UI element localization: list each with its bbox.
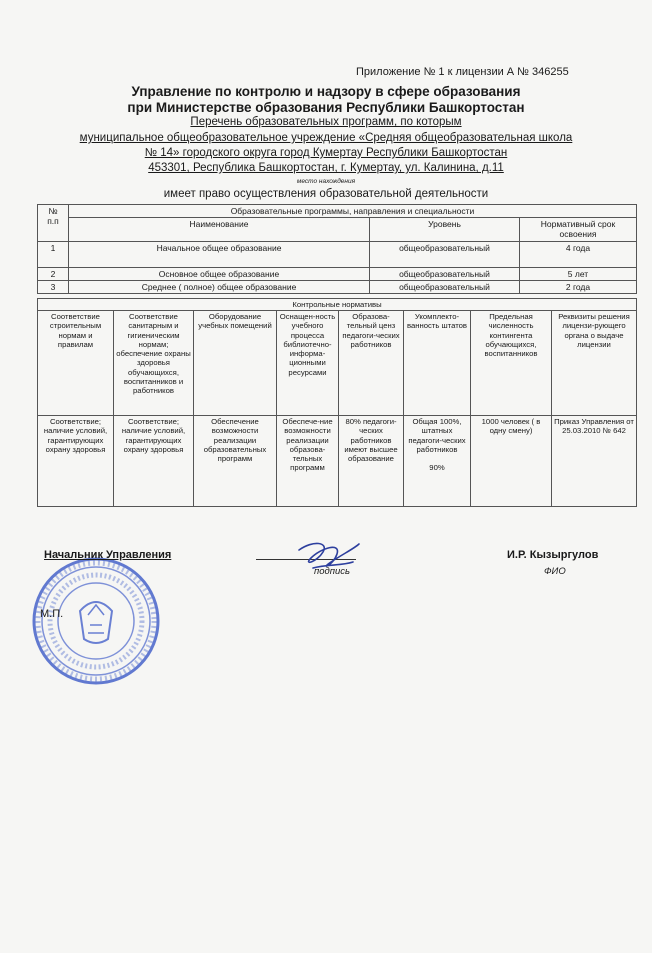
norm-header: Соответствие строительным нормам и правилам: [38, 311, 114, 416]
signer-name: И.Р. Кызыргулов: [507, 549, 599, 561]
norm-header: Оснащен-ность учебного процесса библиотечно-информа-ционными ресурсами: [277, 311, 339, 416]
col-number-header: № п.п: [38, 205, 69, 242]
organization-line2: № 14» городского округа город Кумертау Республики Башкортостан: [144, 147, 508, 159]
list-title: Перечень образовательных программ, по которым: [190, 116, 462, 128]
norms-title: Контрольные нормативы: [38, 299, 637, 311]
table-cell: общеобразовательный: [370, 267, 520, 280]
norm-header: Предельная численность контингента обучающихся, воспитанников: [471, 311, 552, 416]
norm-value: Обеспечение возможности реализации образовательных программ: [194, 416, 277, 507]
norm-header: Укомплекто-ванность штатов: [404, 311, 471, 416]
table-cell: 3: [38, 280, 69, 293]
col-name-header: Наименование: [69, 218, 370, 241]
name-caption: ФИО: [544, 566, 566, 577]
authority-title-line1: Управление по контролю и надзору в сфере образования: [131, 84, 521, 99]
organization-address: 453301, Республика Башкортостан, г. Кумертау, ул. Калинина, д.11: [148, 162, 504, 174]
norm-value: 1000 человек ( в одну смену): [471, 416, 552, 507]
programs-table: [37, 204, 637, 294]
programs-group-header: Образовательные программы, направления и специальности: [69, 205, 637, 218]
table-cell: Начальное общее образование: [69, 241, 370, 267]
location-note: место нахождения: [296, 178, 356, 185]
right-statement: имеет право осуществления образовательной деятельности: [163, 188, 489, 200]
norm-header: Образова-тельный ценз педагоги-ческих работников: [339, 311, 404, 416]
stamp-label: М.П.: [40, 608, 64, 620]
annex-reference: Приложение № 1 к лицензии А № 346255: [356, 66, 569, 78]
norm-value: Соответствие; наличие условий, гарантирующих охрану здоровья: [38, 416, 114, 507]
table-cell: 2 года: [520, 280, 637, 293]
table-cell: Основное общее образование: [69, 267, 370, 280]
authority-title-line2: при Министерстве образования Республики Башкортостан: [127, 100, 525, 115]
organization-line1: муниципальное общеобразовательное учреждение «Средняя общеобразовательная школа: [79, 132, 573, 144]
norm-value: Соответствие; наличие условий, гарантирующих охрану здоровья: [114, 416, 194, 507]
norm-value: 80% педагоги-ческих работников имеют высшее образование: [339, 416, 404, 507]
control-norms-table: [37, 298, 637, 507]
table-cell: 5 лет: [520, 267, 637, 280]
table-cell: 4 года: [520, 241, 637, 267]
table-cell: общеобразовательный: [370, 241, 520, 267]
norm-value: Приказ Управления от 25.03.2010 № 642: [552, 416, 637, 507]
norm-header: Соответствие санитарным и гигиеническим нормам; обеспечение охраны здоровья обучающихся, воспитанников и работников: [114, 311, 194, 416]
table-cell: Среднее ( полное) общее образование: [69, 280, 370, 293]
norm-value: Общая 100%, штатных педагоги-ческих работников 90%: [404, 416, 471, 507]
norm-header: Оборудование учебных помещений: [194, 311, 277, 416]
table-cell: 2: [38, 267, 69, 280]
official-stamp: [30, 555, 162, 687]
norm-header: Реквизиты решения лицензи-рующего органа о выдаче лицензии: [552, 311, 637, 416]
col-term-header: Нормативный срок освоения: [520, 218, 637, 241]
norm-value: Обеспече-ние возможности реализации образова-тельных программ: [277, 416, 339, 507]
table-cell: 1: [38, 241, 69, 267]
signature-caption: подпись: [314, 566, 351, 577]
table-cell: общеобразовательный: [370, 280, 520, 293]
col-level-header: Уровень: [370, 218, 520, 241]
position-title: Начальник Управления: [44, 549, 172, 561]
